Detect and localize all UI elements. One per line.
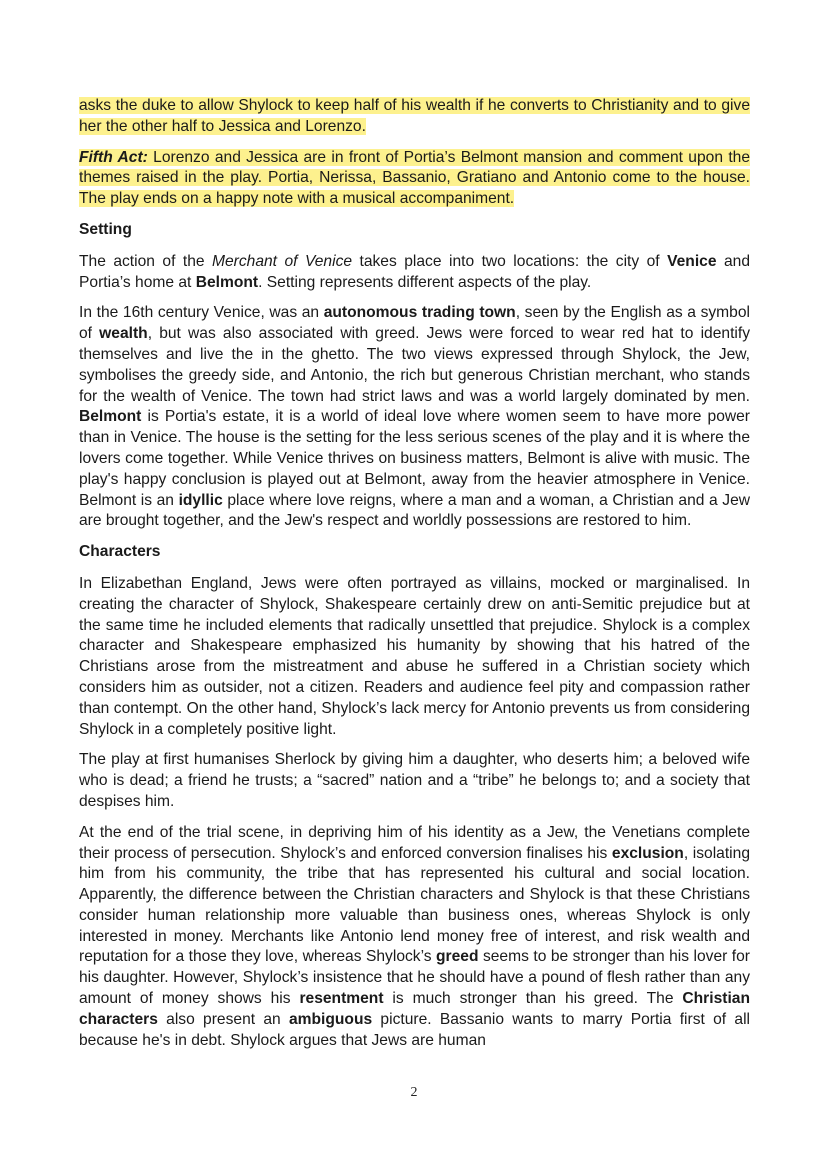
bold-term: Venice	[667, 252, 717, 270]
bold-term: ambiguous	[288, 1010, 373, 1028]
heading-characters: Characters	[79, 543, 161, 561]
page-number: 2	[410, 1085, 418, 1100]
text-run: Lorenzo and Jessica are in front of Portia’s Belmont mansion and comment upon the themes raised in the play. Portia, Nerissa, Bassanio, Gratiano and Antonio come to the house. The play ends on a happy note with a musical accompaniment.	[79, 148, 751, 208]
bold-term: wealth	[99, 325, 148, 343]
paragraph-fifth-act	[79, 148, 750, 210]
text-run: seems to be stronger than his lover for his daughter. However, Shylock’s insistence that he should have a pound of flesh rather than any amount of money shows his	[79, 948, 750, 1008]
text-run: At the end of the trial scene, in depriving him of his identity as a Jew, the Venetians complete their process of persecution. Shylock’s and enforced conversion finalises his	[79, 823, 750, 862]
paragraph-setting-intro	[79, 252, 750, 294]
text-run: The action of the	[79, 252, 213, 270]
text-run: place where love reigns, where a man and a woman, a Christian and a Jew are brought together, and the Jew's respect and worldly possessions are restored to him.	[79, 491, 751, 530]
bold-term: autonomous trading town	[323, 304, 516, 322]
paragraph-trial-scene	[79, 823, 750, 1052]
paragraph-humanises-shylock	[79, 750, 750, 812]
text-run: picture. Bassanio wants to marry Portia first of all because he's in debt. Shylock argues that Jews are human	[79, 1010, 751, 1049]
bold-term: exclusion	[611, 844, 684, 862]
text-run: In Elizabethan England, Jews were often portrayed as villains, mocked or marginalised. In creating the character of Shylock, Shakespeare certainly drew on anti-Semitic prejudice but at the same time he included elements that radically unsettled that prejudice. Shylock is a complex character and Shakespeare emphasized his humanity by showing that his hatred of the Christians arose from the mistreatment and abuse he suffered in a Christian society which considers him as outsider, not a citizen. Readers and audience feel pity and compassion rather than contempt. On the other hand, Shylock’s lack mercy for Antonio prevents us from considering Shylock in a completely positive light.	[79, 574, 750, 738]
bold-term: Belmont	[79, 408, 142, 426]
text-run: is much stronger than his greed. The	[383, 990, 683, 1008]
highlighted-text	[79, 97, 750, 135]
bold-term: resentment	[299, 990, 384, 1008]
text-run: . Setting represents different aspects of the play.	[258, 273, 592, 291]
bold-term: Christian characters	[79, 990, 750, 1028]
text-run: , isolating him from his community, the tribe that has represented his cultural and social location. Apparently, the difference between the Christian characters and Shylock is that these Christians consider human relationship more valuable than business ones, whereas Shylock is only interested in money. Merchants like Antonio lend money free of interest, and risk wealth and reputation for a those they love, whereas Shylock’s	[79, 844, 750, 966]
document-page	[79, 96, 750, 1061]
text-run: also present an	[157, 1010, 289, 1028]
text-run: In the 16th century Venice, was an	[79, 304, 324, 322]
text-run: The play at first humanises Sherlock by giving him a daughter, who deserts him; a beloved wife who is dead; a friend he trusts; a “sacred” nation and a “tribe” he belongs to; and a society that despises him.	[79, 751, 750, 810]
text-run: is Portia's estate, it is a world of ideal love where women seem to have more power than in Venice. The house is the setting for the less serious scenes of the play and it is where the lovers come together. While Venice thrives on business matters, Belmont is alive with music. The play's happy conclusion is played out at Belmont, away from the heavier atmosphere in Venice. Belmont is an	[79, 408, 750, 509]
bold-term: idyllic	[178, 491, 223, 509]
text-run: , but was also associated with greed. Jews were forced to wear red hat to identify themselves and live the in the ghetto. The two views expressed through Shylock, the Jew, symbolises the greedy side, and Antonio, the rich but generous Christian merchant, who stands for the wealth of Venice. The town had strict laws and was a world largely dominated by men.	[79, 325, 750, 405]
paragraph-duke-request	[79, 96, 750, 138]
act-label: Fifth Act:	[79, 148, 148, 166]
paragraph-venice-belmont	[79, 303, 750, 532]
italic-title: Merchant of Venice	[212, 252, 353, 270]
text-run: and Portia’s home at	[79, 252, 750, 291]
paragraph-elizabethan-jews	[79, 574, 750, 740]
text-run: takes place into two locations: the city of	[352, 252, 668, 270]
heading-setting: Setting	[79, 220, 132, 238]
text-run: , seen by the English as a symbol of	[79, 304, 750, 343]
bold-term: Belmont	[195, 273, 259, 291]
text-run: asks the duke to allow Shylock to keep half of his wealth if he converts to Christianity and to give her the other half to Jessica and Lorenzo.	[79, 97, 750, 135]
bold-term: greed	[436, 948, 479, 966]
highlighted-text	[79, 149, 750, 208]
